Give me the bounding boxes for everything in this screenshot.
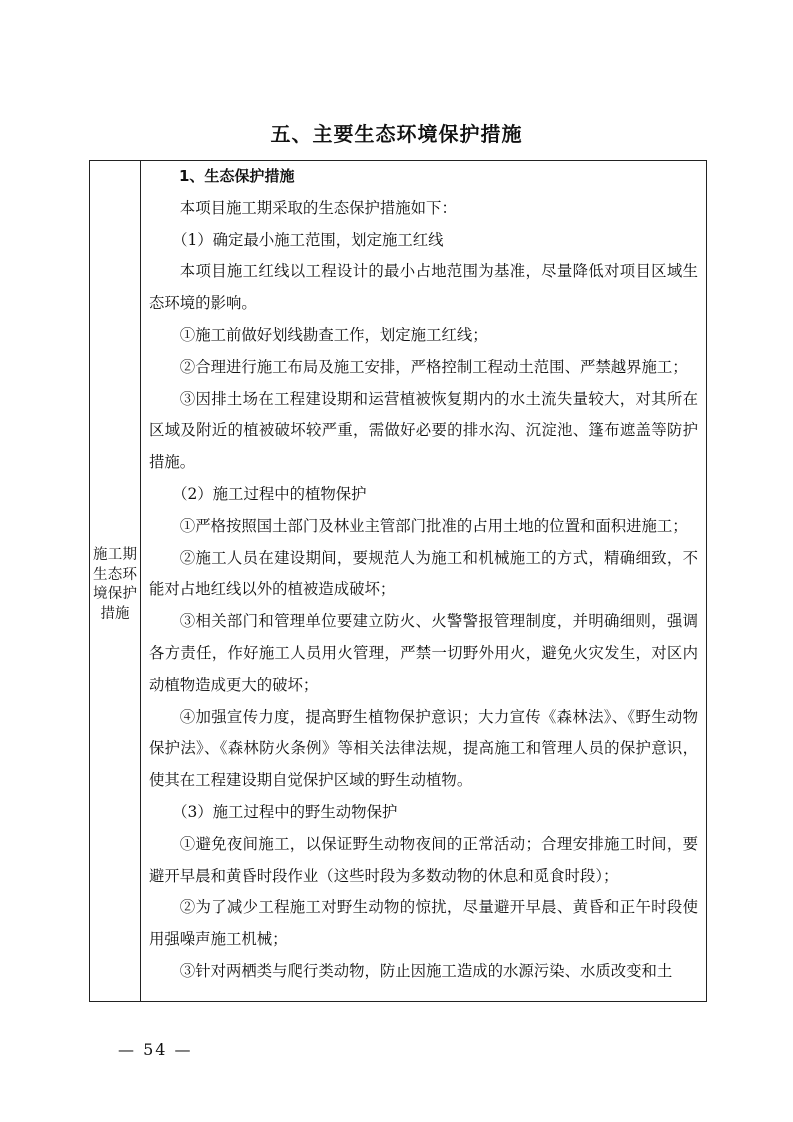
category-label-line: 生态环 (93, 566, 137, 583)
section-heading: 1、生态保护措施 (179, 167, 295, 185)
measures-table (89, 160, 707, 1002)
category-label-line: 施工期 (93, 547, 137, 563)
category-label (93, 546, 137, 624)
paragraph: 本项目施工红线以工程设计的最小占地范围为基准，尽量降低对项目区域生态环境的影响。 (149, 262, 698, 313)
page-number: — 54 — (118, 1040, 193, 1059)
category-label-line: 境保护 (93, 586, 137, 602)
subsection-heading: （1）确定最小施工范围，划定施工红线 (172, 230, 444, 249)
paragraph: ①避免夜间施工，以保证野生动物夜间的正常活动；合理安排施工时间，要避开早晨和黄昏时段作业（这些时段为多数动物的休息和觅食时段）； (149, 834, 698, 885)
paragraph: 本项目施工期采取的生态保护措施如下： (179, 198, 457, 217)
paragraph: ③针对两栖类与爬行类动物，防止因施工造成的水源污染、水质改变和土 (179, 961, 673, 980)
paragraph: ③因排土场在工程建设期和运营植被恢复期内的水土流失量较大，对其所在区域及附近的植被破坏较严重，需做好必要的排水沟、沉淀池、篷布遮盖等防护措施。 (149, 389, 698, 472)
category-label-line: 措施 (100, 605, 130, 622)
content-body (149, 161, 698, 988)
paragraph: ②施工人员在建设期间，要规范人为施工和机械施工的方式，精确细致，不能对占地红线以外的植被造成破坏； (149, 548, 698, 599)
subsection-heading: （3）施工过程中的野生动物保护 (172, 802, 398, 821)
paragraph: ②合理进行施工布局及施工安排，严格控制工程动土范围、严禁越界施工； (179, 357, 688, 376)
page-title: 五、主要生态环境保护措施 (270, 122, 523, 146)
paragraph: ①严格按照国土部门及林业主管部门批准的占用土地的位置和面积进施工； (179, 516, 688, 535)
subsection-heading: （2）施工过程中的植物保护 (172, 484, 367, 503)
paragraph: ③相关部门和管理单位要建立防火、火警警报管理制度，并明确细则，强调各方责任，作好施工人员用火管理，严禁一切野外用火，避免火灾发生，对区内动植物造成更大的破坏； (149, 612, 698, 694)
paragraph: ①施工前做好划线勘查工作，划定施工红线； (179, 325, 488, 344)
paragraph: ④加强宣传力度，提高野生植物保护意识；大力宣传《森林法》、《野生动物保护法》、《森林防火条例》等相关法律法规，提高施工和管理人员的保护意识，使其在工程建设期自觉保护区域的野生动植物。 (149, 707, 698, 790)
category-cell (90, 161, 141, 1001)
paragraph: ②为了减少工程施工对野生动物的惊扰，尽量避开早晨、黄昏和正午时段使用强噪声施工机械； (149, 898, 698, 949)
content-cell (141, 161, 706, 1001)
